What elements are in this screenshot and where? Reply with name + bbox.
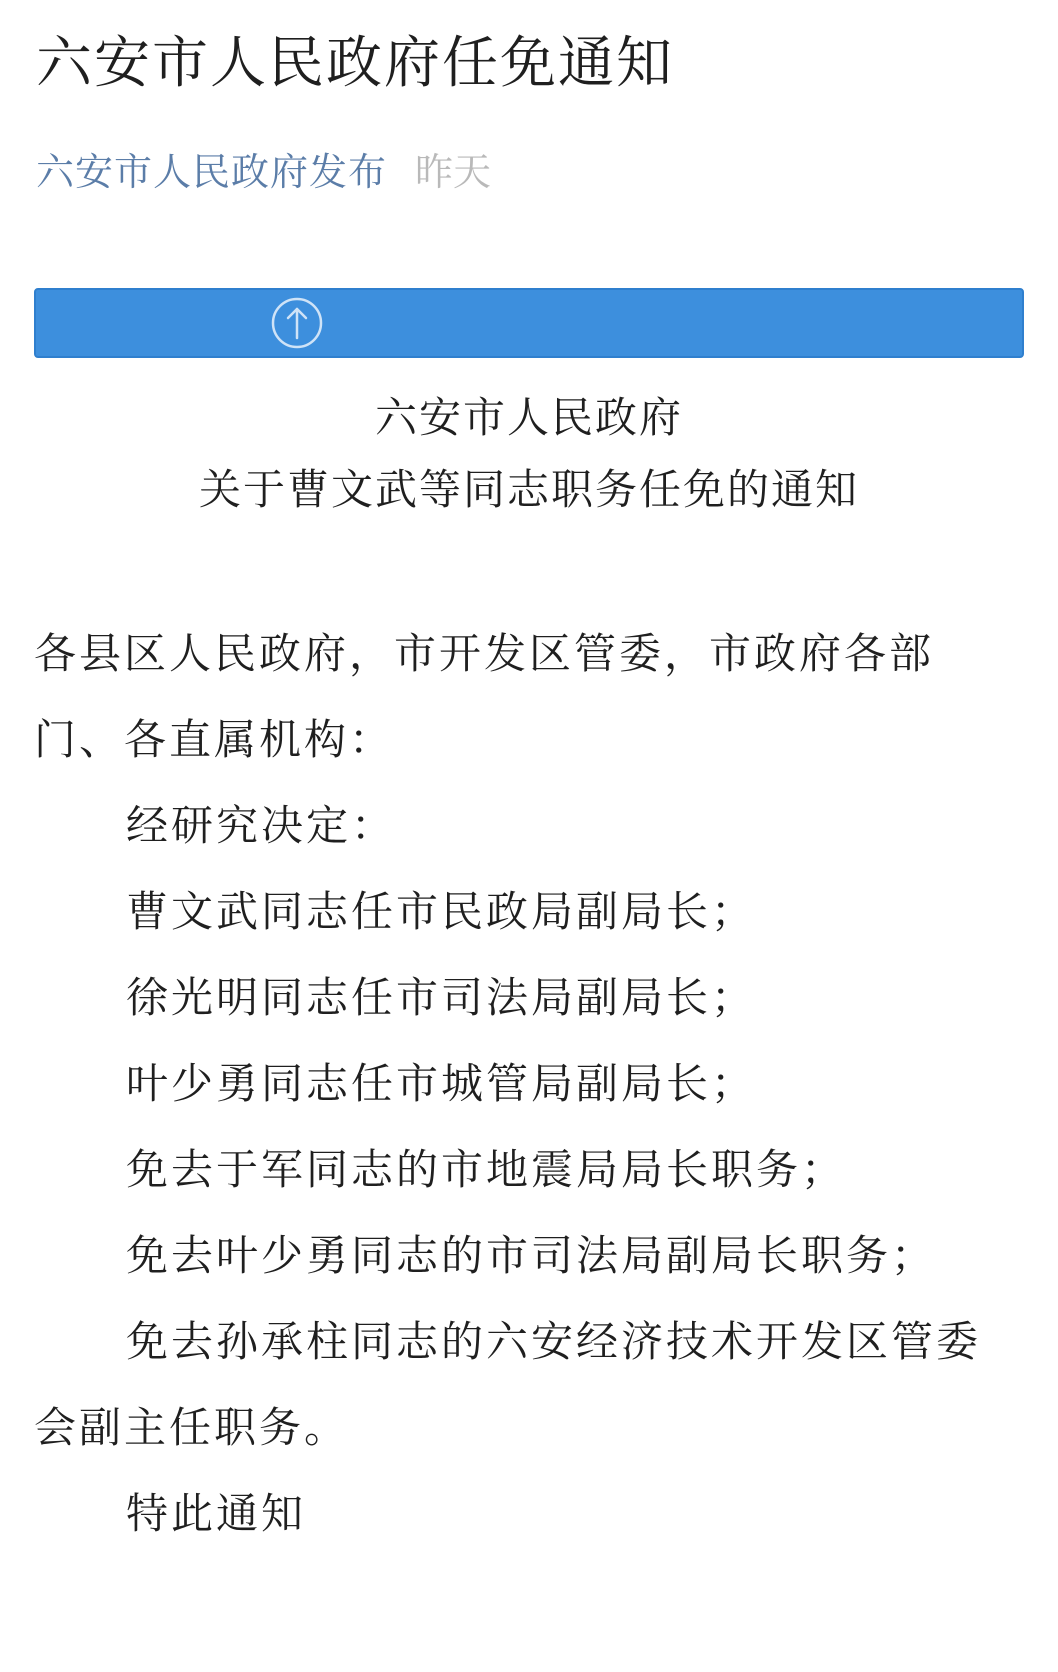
- article-meta: [36, 146, 491, 198]
- paragraph-line: 免去孙承柱同志的六安经济技术开发区管委: [126, 1317, 982, 1366]
- paragraph-line: 特此通知: [126, 1489, 307, 1538]
- up-arrow-circle-icon: [270, 296, 324, 350]
- paragraph-line: 门、各直属机构：: [34, 715, 395, 764]
- document-subject: 关于曹文武等同志职务任免的通知: [198, 465, 859, 514]
- image-banner[interactable]: [34, 288, 1024, 358]
- publish-time: 昨天: [415, 150, 492, 194]
- paragraph-line: 免去于军同志的市地震局局长职务；: [126, 1145, 847, 1194]
- paragraph-line: 叶少勇同志任市城管局副局长；: [126, 1059, 757, 1108]
- paragraph-line: 免去叶少勇同志的市司法局副局长职务；: [126, 1231, 937, 1280]
- paragraph-line: 各县区人民政府，市开发区管委，市政府各部: [34, 629, 935, 678]
- paragraph-line: 曹文武同志任市民政局副局长；: [126, 887, 757, 936]
- paragraph-line: 经研究决定：: [126, 801, 397, 850]
- document-issuer: 六安市人民政府: [374, 393, 683, 442]
- paragraph-line: 会副主任职务。: [34, 1403, 350, 1452]
- account-name-link[interactable]: 六安市人民政府发布: [36, 150, 388, 194]
- article-title: 六安市人民政府任免通知: [36, 31, 674, 96]
- paragraph-line: 徐光明同志任市司法局副局长；: [126, 973, 757, 1022]
